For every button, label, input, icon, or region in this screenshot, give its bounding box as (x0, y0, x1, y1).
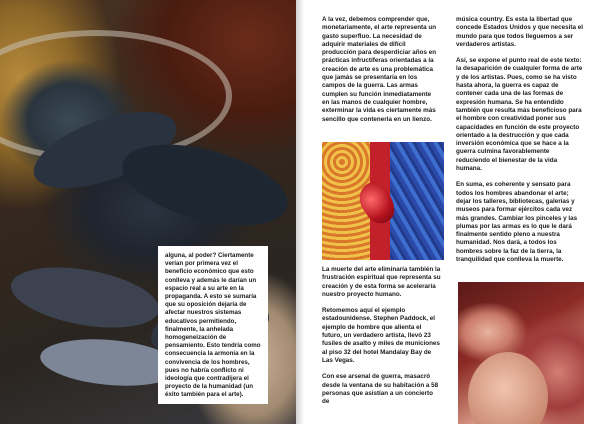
right-page (304, 0, 600, 424)
paragraph: Con ese arsenal de guerra, masacró desde la ventana de su habitación a 58 personas que asistían a un concierto de (322, 373, 439, 406)
reclining-figure-shape (468, 352, 548, 424)
right-page-column-1-bottom (322, 266, 442, 414)
paragraph: Retomemos aquí el ejemplo estadounidense. Stephen Paddock, el ejemplo de hombre que alienta el futuro, un verdadero artista, llevó 23 fusiles de asalto y miles de municiones al piso 32 del hotel Mandalay Bay de Las Vegas. (322, 307, 440, 364)
paragraph: Así, se expone el punto real de este texto: la desaparición de cualquier forma de arte y de los artistas. Pues, como se ha visto hasta ahora, la guerra es capaz de contener cada una de las formas de expresión humana. Se ha entendido también que resulta más beneficioso para el hombre con creatividad poner sus capacidades en función de este proyecto orientado a la destrucción y que cada inversión económica que se hace a la guerra culmina favorablemente reduciendo el bienestar de la vida humana. (456, 57, 583, 173)
page-gutter (296, 0, 304, 424)
right-page-column-2 (456, 16, 584, 272)
still-life-painting (0, 0, 296, 424)
fish-shape (6, 257, 163, 337)
paragraph: A la vez, debemos comprender que, monetariamente, el arte representa un gasto superfluo. La necesidad de adquirir materiales de difícil producción para desperdiciar años en prácticas infructíferas orientadas a la creación de arte es una problemática que jamás se presentaría en los campos de la guerra. Las armas cumplen su función inmediatamente en las manos de cualquier hombre, exterminar la vida es ciertamente más sencillo que contenerla en un lienzo. (322, 16, 437, 123)
left-page-text-box (158, 246, 268, 404)
paragraph: música country. Es esta la libertad que concede Estados Unidos y que necesita el mundo para que todos lleguemos a ser verdaderos artistas. (456, 16, 584, 48)
abstract-painting-image (322, 142, 444, 260)
right-page-column-1-top (322, 16, 440, 132)
paragraph: La muerte del arte eliminaría también la frustración espiritual que representa su creación y de esta forma se aceleraría nuestro proyecto humano. (322, 266, 441, 298)
expressionist-painting-image (458, 282, 584, 424)
paragraph: En suma, es coherente y sensato para todos los hombres abandonar el arte; dejar los talleres, bibliotecas, galerías y museos para formar ejércitos cada vez más grandes. Cambiar los pinceles y las plumas por las armas es lo que le dará finalmente sentido pleno a nuestra humanidad. Nos dará, a todos los hombres sobre la faz de la tierra, la tranquilidad que conlleva la muerte. (456, 181, 578, 264)
left-page-paragraph: alguna, al poder? Ciertamente verían por primera vez el beneficio económico que esto conlleva y además le darían un espacio real a su arte en la propaganda. A esto se sumaría que su oposición dejaría de afectar nuestros sistemas educativos permitiendo, finalmente, la anhelada homogeneización de pensamiento. Esto tendría como consecuencia la armonía en la convivencia de los hombres, pues no habría conflicto ni ideología que contradijera el proyecto de la humanidad (un éxito también para el arte). (165, 252, 261, 399)
